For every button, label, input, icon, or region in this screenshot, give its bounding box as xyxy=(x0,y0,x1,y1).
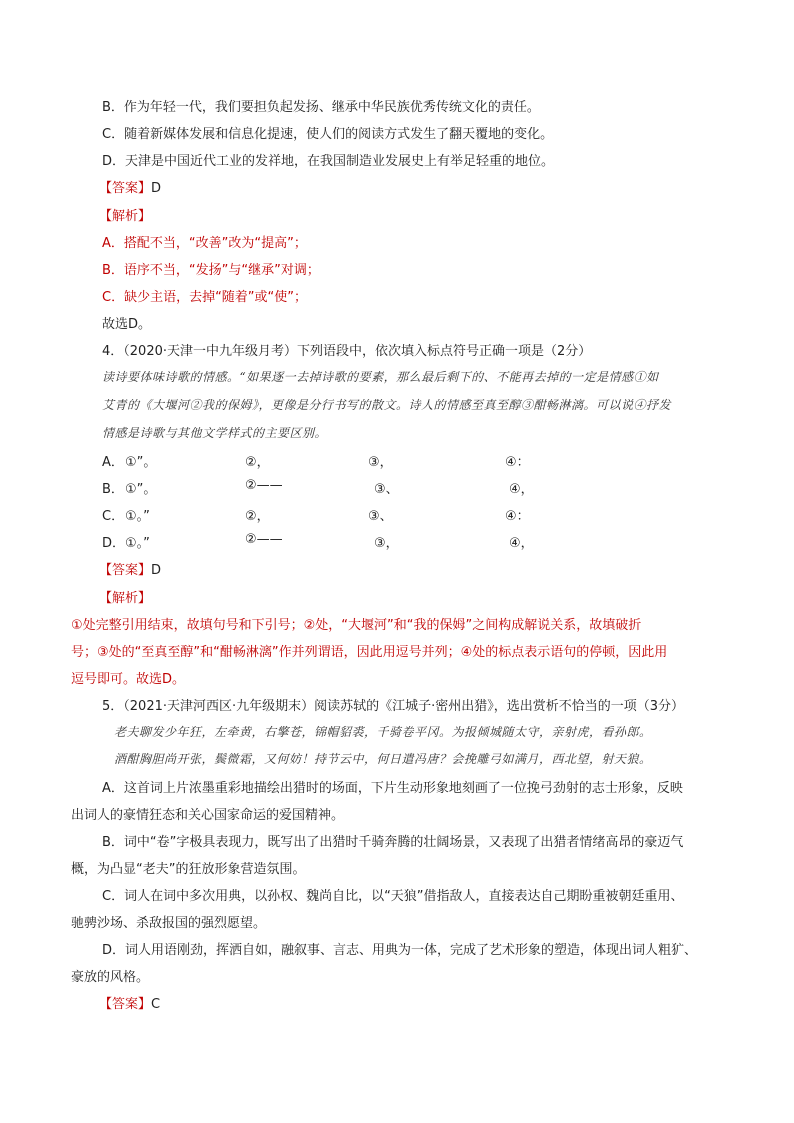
option-choice: ④： xyxy=(505,509,530,524)
q3-analysis-line: C．缺少主语，去掉“随着”或“使”； xyxy=(102,290,308,305)
q3-analysis-line: B．语序不当，“发扬”与“继承”对调； xyxy=(102,263,320,278)
q3-analysis-line: A．搭配不当，“改善”改为“提高”； xyxy=(102,236,307,251)
q4-analysis-line: 号；③处的“至真至醇”和“酣畅淋漓”作并列谓语，因此用逗号并列；④处的标点表示语句的停顿，因此用 xyxy=(71,645,668,660)
option-choice: ③、 xyxy=(368,509,393,524)
option-choice: ②—— xyxy=(245,532,283,547)
option-choice: ②—— xyxy=(245,478,283,493)
q5-poem-line: 老夫聊发少年狂，左牵黄，右擎苍，锦帽貂裘，千骑卷平冈。为报倾城随太守，亲射虎，看孙郎。 xyxy=(114,725,652,739)
q4-analysis-line: ①处完整引用结束，故填句号和下引号；②处，“大堰河”和“我的保姆”之间构成解说关系，故填破折 xyxy=(71,618,642,633)
answer-tag: 【答案】 xyxy=(99,181,152,196)
q4-stem: 4．（2020·天津一中九年级月考）下列语段中，依次填入标点符号正确一项是（2分） xyxy=(102,344,592,359)
option-choice: ②， xyxy=(245,455,270,470)
q5-stem: 5．（2021·天津河西区·九年级期末）阅读苏轼的《江城子·密州出猎》，选出赏析不恰当的一项（3分） xyxy=(102,699,685,714)
option-choice: ④， xyxy=(509,482,534,497)
q5-option-line: A．这首词上片浓墨重彩地描绘出猎时的场面，下片生动形象地刻画了一位挽弓劲射的志士形象，反映 xyxy=(102,781,683,796)
q3-analysis-line: 故选D。 xyxy=(102,317,152,332)
option-choice: ②， xyxy=(245,509,270,524)
q5-option-line: C．词人在词中多次用典，以孙权、魏尚自比，以“天狼”借指敌人，直接表达自己期盼重被朝廷重用、 xyxy=(102,889,684,904)
q3-analysis-tag: 【解析】 xyxy=(99,209,152,224)
q4-passage-line: 读诗要体味诗歌的情感。“如果逐一去掉诗歌的要素，那么最后剩下的、不能再去掉的一定是情感①如 xyxy=(102,370,659,384)
option-label: A． xyxy=(102,455,124,470)
option-choice: ④， xyxy=(509,536,534,551)
q5-option-line: 驰骋沙场、杀敌报国的强烈愿望。 xyxy=(71,916,267,931)
q5-option-line: 豪放的风格。 xyxy=(71,970,150,985)
q5-poem-line: 酒酣胸胆尚开张，鬓微霜，又何妨！持节云中，何日遣冯唐？会挽雕弓如满月，西北望，射天狼。 xyxy=(114,752,652,766)
q4-passage-line: 艾青的《大堰河②我的保姆》，更像是分行书写的散文。诗人的情感至真至醇③酣畅淋漓。可以说④抒发 xyxy=(102,398,672,412)
answer-value: D xyxy=(151,181,162,196)
answer-value: C xyxy=(151,997,161,1012)
answer-tag: 【答案】 xyxy=(99,997,152,1012)
q4-analysis-line: 逗号即可。故选D。 xyxy=(71,672,186,687)
option-choice: ①。” xyxy=(125,536,150,551)
q5-option-line: B．词中“卷”字极具表现力，既写出了出猎时千骑奔腾的壮阔场景，又表现了出猎者情绪高昂的豪迈气 xyxy=(102,835,684,850)
answer-tag: 【答案】 xyxy=(99,563,152,578)
option-choice: ③、 xyxy=(374,482,399,497)
q3-option-d: D．天津是中国近代工业的发祥地，在我国制造业发展史上有举足轻重的地位。 xyxy=(102,154,555,169)
option-choice: ③， xyxy=(368,455,393,470)
option-label: D． xyxy=(102,536,126,551)
q4-answer xyxy=(99,559,161,578)
option-choice: ③， xyxy=(374,536,399,551)
option-label: C． xyxy=(102,509,125,524)
q3-answer xyxy=(99,177,161,196)
option-choice: ④： xyxy=(505,455,530,470)
q5-option-line: 出词人的豪情狂态和关心国家命运的爱国精神。 xyxy=(71,808,345,823)
q4-analysis-tag: 【解析】 xyxy=(99,591,152,606)
q3-option-b: B．作为年轻一代，我们要担负起发扬、继承中华民族优秀传统文化的责任。 xyxy=(102,100,540,115)
q3-option-c: C．随着新媒体发展和信息化提速，使人们的阅读方式发生了翻天覆地的变化。 xyxy=(102,127,554,142)
option-choice: ①”。 xyxy=(125,455,157,470)
q4-passage-line: 情感是诗歌与其他文学样式的主要区别。 xyxy=(102,426,328,440)
answer-value: D xyxy=(151,563,162,578)
option-label: B． xyxy=(102,482,124,497)
q5-option-line: 概，为凸显“老夫”的狂放形象营造氛围。 xyxy=(71,862,306,877)
q5-answer xyxy=(99,993,160,1012)
option-choice: ①。” xyxy=(125,509,150,524)
q5-option-line: D．词人用语刚劲，挥洒自如，融叙事、言志、用典为一体，完成了艺术形象的塑造，体现出词人粗犷、 xyxy=(102,943,698,958)
option-choice: ①”。 xyxy=(125,482,157,497)
